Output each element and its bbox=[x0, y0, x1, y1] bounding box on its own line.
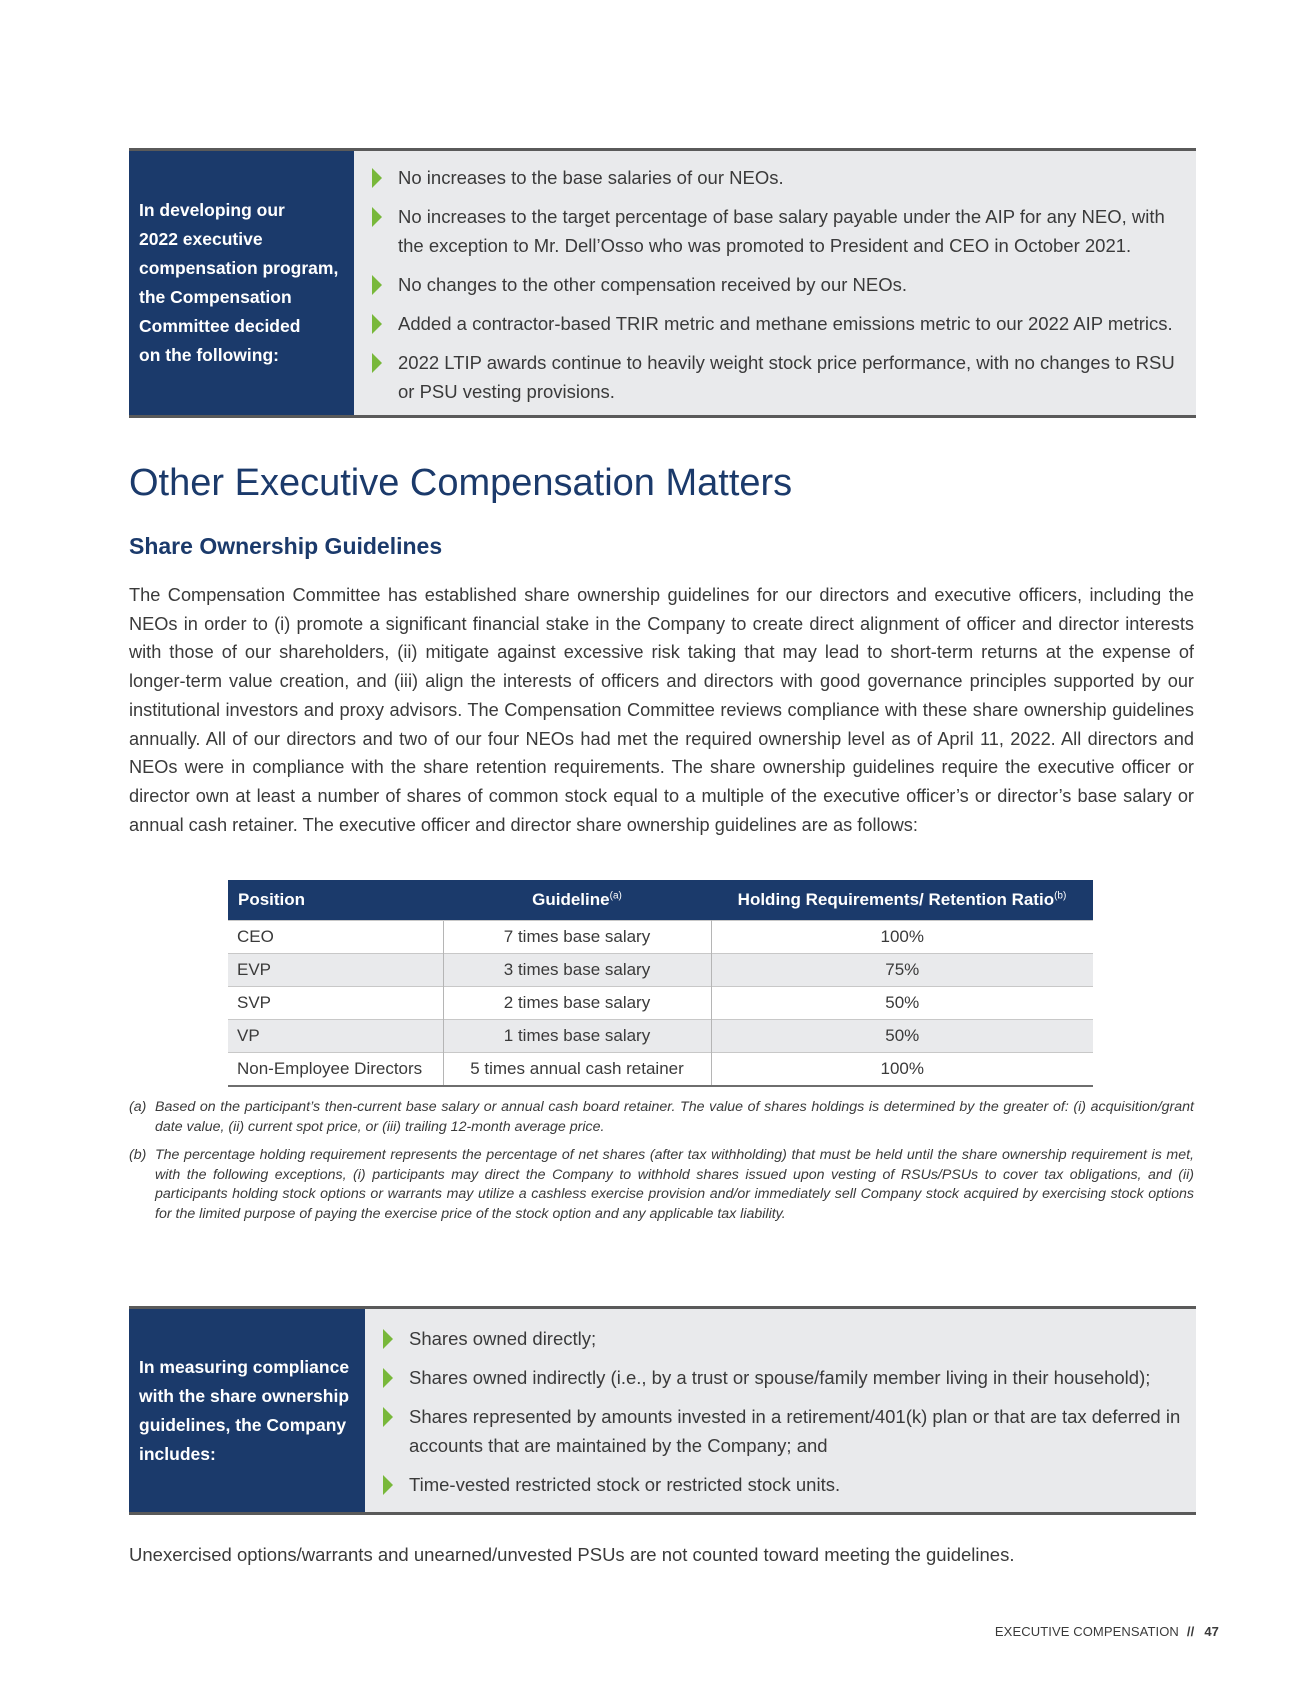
arrow-bullet-icon bbox=[372, 207, 382, 227]
header-position: Position bbox=[228, 880, 443, 921]
subsection-title: Share Ownership Guidelines bbox=[129, 533, 443, 559]
lead-line: guidelines, the Company bbox=[139, 1414, 347, 1435]
cell-position: EVP bbox=[228, 954, 443, 987]
section-title: Other Executive Compensation Matters bbox=[129, 462, 793, 504]
arrow-bullet-icon bbox=[372, 168, 382, 188]
header-guideline: Guideline$^{(a)}$ bbox=[443, 880, 711, 921]
cell-guideline: 3 times base salary bbox=[443, 954, 711, 987]
footnote-b bbox=[129, 1146, 1194, 1224]
footnote-text: The percentage holding requirement represents the percentage of net shares (after tax withholding) that must be held until the share ownership requirement is met, with the following exceptions, (i) participants may direct the Company to withhold shares issued upon vesting of RSUs/PSUs to cover tax obligations, and (ii) participants holding stock options or warrants may utilize a cashless exercise provision and/or immediately sell Company stock acquired by exercising stock options for the limited purpose of paying the exercise price of the stock option and any applicable tax liability. bbox=[155, 1147, 1194, 1222]
lead-line: compensation program, bbox=[139, 258, 339, 278]
table-row bbox=[228, 1053, 1093, 1087]
list-item: 2022 LTIP awards continue to heavily weight stock price performance, with no changes to RSU or PSU vesting provisions. bbox=[372, 348, 1182, 406]
footnote-mark: (a) bbox=[129, 1099, 147, 1115]
decision-list bbox=[354, 151, 1196, 415]
cell-guideline: 5 times annual cash retainer bbox=[443, 1053, 711, 1087]
cell-position: VP bbox=[228, 1020, 443, 1053]
page-number: 47 bbox=[1204, 1624, 1219, 1639]
table-row bbox=[228, 987, 1093, 1020]
footnote-mark: (b) bbox=[129, 1147, 147, 1163]
header-holding: Holding Requirements/ Retention Ratio$^{(b)}$ bbox=[711, 880, 1093, 921]
footnote-a bbox=[129, 1098, 1194, 1137]
table-row bbox=[228, 954, 1093, 987]
list-item: Shares owned directly; bbox=[383, 1324, 1182, 1353]
arrow-bullet-icon bbox=[383, 1329, 393, 1349]
footer-separator: // bbox=[1186, 1624, 1195, 1639]
cell-ratio: 75% bbox=[711, 954, 1093, 987]
lead-line: includes: bbox=[139, 1443, 216, 1464]
list-item: No increases to the target percentage of base salary payable under the AIP for any NEO, with the exception to Mr. Dell’Osso who was promoted to President and CEO in October 2021. bbox=[372, 202, 1182, 260]
body-paragraph: The Compensation Committee has established share ownership guidelines for our directors and executive officers, including the NEOs in order to (i) promote a significant financial stake in the Company to create direct alignment of officer and director interests with those of our shareholders, (ii) mitigate against excessive risk taking that may lead to short-term returns at the expense of longer-term value creation, and (iii) align the interests of officers and directors with good governance principles supported by our institutional investors and proxy advisors. The Compensation Committee reviews compliance with these share ownership guidelines annually. All of our directors and two of our four NEOs had met the required ownership level as of April 11, 2022. All directors and NEOs were in compliance with the share retention requirements. The share ownership guidelines require the executive officer or director own at least a number of shares of common stock equal to a multiple of the executive officer’s or director’s base salary or annual cash retainer. The executive officer and director share ownership guidelines are as follows: bbox=[129, 585, 1194, 835]
lead-line: on the following: bbox=[139, 345, 279, 365]
cell-ratio: 100% bbox=[711, 921, 1093, 954]
lead-line: 2022 executive bbox=[139, 229, 263, 249]
lead-line: the Compensation bbox=[139, 287, 292, 307]
list-item: Time-vested restricted stock or restricted stock units. bbox=[383, 1470, 1182, 1499]
cell-guideline: 1 times base salary bbox=[443, 1020, 711, 1053]
compliance-list bbox=[365, 1309, 1196, 1512]
callout-box-2022-decisions bbox=[129, 148, 1196, 418]
arrow-bullet-icon bbox=[372, 314, 382, 334]
lead-line: In measuring compliance bbox=[139, 1356, 350, 1377]
ownership-guidelines-table bbox=[228, 880, 1093, 1087]
list-item: No increases to the base salaries of our NEOs. bbox=[372, 163, 1182, 192]
lead-line: Committee decided bbox=[139, 316, 301, 336]
page-footer bbox=[995, 1624, 1219, 1639]
cell-position: Non-Employee Directors bbox=[228, 1053, 443, 1087]
cell-guideline: 2 times base salary bbox=[443, 987, 711, 1020]
cell-position: SVP bbox=[228, 987, 443, 1020]
table-header-row bbox=[228, 880, 1093, 921]
arrow-bullet-icon bbox=[383, 1407, 393, 1427]
callout-lead bbox=[129, 1309, 365, 1512]
arrow-bullet-icon bbox=[383, 1475, 393, 1495]
table-row bbox=[228, 921, 1093, 954]
cell-ratio: 50% bbox=[711, 987, 1093, 1020]
list-item: No changes to the other compensation received by our NEOs. bbox=[372, 270, 1182, 299]
footnote-text: Based on the participant’s then-current base salary or annual cash board retainer. The value of shares holdings is determined by the greater of: (i) acquisition/grant date value, (ii) current spot price, or (iii) trailing 12-month average price. bbox=[155, 1099, 1194, 1135]
callout-box-compliance bbox=[129, 1306, 1196, 1515]
arrow-bullet-icon bbox=[372, 275, 382, 295]
lead-line: In developing our bbox=[139, 200, 285, 220]
footer-section: EXECUTIVE COMPENSATION bbox=[994, 1624, 1179, 1639]
arrow-bullet-icon bbox=[372, 353, 382, 373]
list-item: Shares represented by amounts invested in a retirement/401(k) plan or that are tax deferred in accounts that are maintained by the Company; and bbox=[383, 1402, 1182, 1460]
cell-ratio: 50% bbox=[711, 1020, 1093, 1053]
arrow-bullet-icon bbox=[383, 1368, 393, 1388]
cell-guideline: 7 times base salary bbox=[443, 921, 711, 954]
list-item: Shares owned indirectly (i.e., by a trust or spouse/family member living in their household); bbox=[383, 1363, 1182, 1392]
lead-line: with the share ownership bbox=[139, 1385, 350, 1406]
cell-ratio: 100% bbox=[711, 1053, 1093, 1087]
cell-position: CEO bbox=[228, 921, 443, 954]
closing-note: Unexercised options/warrants and unearned/unvested PSUs are not counted toward meeting the guidelines. bbox=[129, 1544, 1015, 1565]
table-row bbox=[228, 1020, 1093, 1053]
list-item: Added a contractor-based TRIR metric and methane emissions metric to our 2022 AIP metrics. bbox=[372, 309, 1182, 338]
callout-lead bbox=[129, 151, 354, 415]
